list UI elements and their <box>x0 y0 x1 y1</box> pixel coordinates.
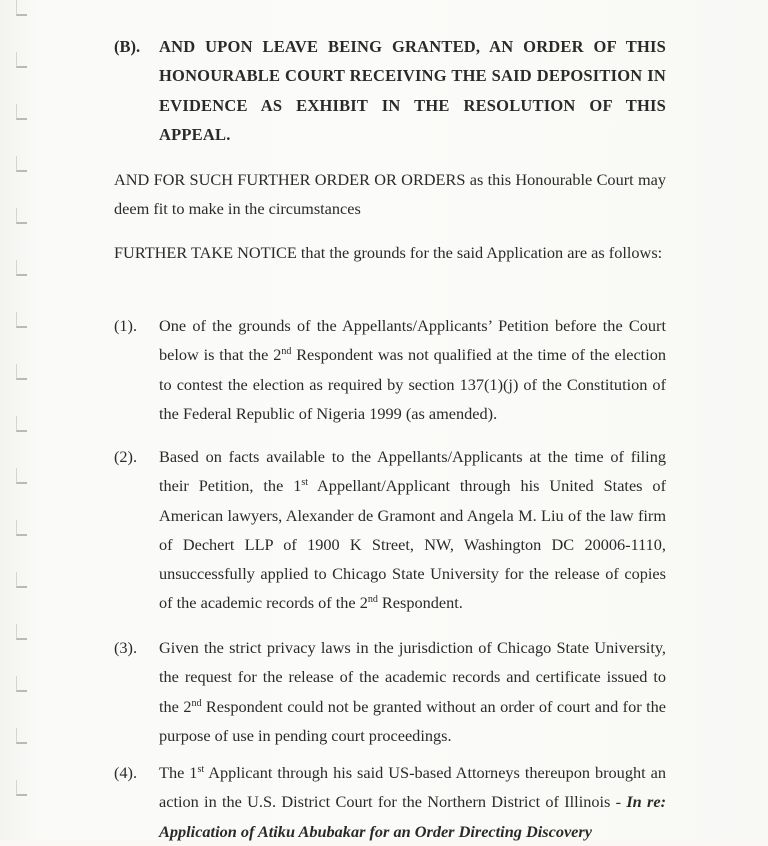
text-run: Given the strict privacy laws in the jurisdiction of Chicago State University, the request for the release of the academic records and certificate issued to the 2 <box>159 638 666 716</box>
binding-mark <box>16 52 27 68</box>
prayer-item-b <box>114 32 666 149</box>
case-title: In re: Application of Atiku Abubakar for an Order Directing Discovery <box>159 792 666 841</box>
text-run: Based on facts available to the Appellants/Applicants at the time of filing their Petition, the 1 <box>159 447 666 496</box>
binding-mark <box>16 780 27 796</box>
item-label: (1). <box>114 316 138 335</box>
ground-item-4 <box>114 758 666 846</box>
binding-mark <box>16 676 27 692</box>
item-text: AND UPON LEAVE BEING GRANTED, AN ORDER OF THIS HONOURABLE COURT RECEIVING THE SAID DEPOSITION IN EVIDENCE AS EXHIBIT IN THE RESOLUTION OF THIS APPEAL. <box>159 37 666 144</box>
ground-item-3 <box>114 633 666 750</box>
binding-mark <box>16 572 27 588</box>
ground-item-2 <box>114 442 666 618</box>
take-notice-paragraph: FURTHER TAKE NOTICE that the grounds for the said Application are as follows: <box>114 243 663 262</box>
binding-mark <box>16 104 27 120</box>
binding-marks <box>16 0 30 840</box>
item-label: (3). <box>114 638 138 657</box>
ordinal-suffix: st <box>301 477 309 489</box>
text-run: Appellant/Applicant through his United States of American lawyers, Alexander de Gramont and Angela M. Liu of the law firm of Dechert LLP of 1900 K Street, NW, Washington DC 20006-1110, unsuccessfully applied to Chicago State University for the release of copies of the academic records of the 2 <box>159 476 666 613</box>
ordinal-suffix: nd <box>367 594 378 606</box>
further-order-paragraph: AND FOR SUCH FURTHER ORDER OR ORDERS as this Honourable Court may deem fit to make in the circumstances <box>114 170 666 219</box>
text-run: Respondent could not be granted without an order of court and for the purpose of use in pending court proceedings. <box>159 696 666 745</box>
binding-mark <box>16 520 27 536</box>
ordinal-suffix: nd <box>191 697 202 709</box>
item-text <box>159 758 666 846</box>
text-run: Applicant through his said US-based Attorneys thereupon brought an action in the U.S. District Court for the Northern District of Illinois - <box>159 763 666 812</box>
text-run: The 1 <box>159 763 198 782</box>
item-text <box>159 633 666 750</box>
ground-item-1 <box>114 311 666 428</box>
item-label: (B). <box>114 37 141 56</box>
ordinal-suffix: nd <box>281 346 292 358</box>
binding-mark <box>16 156 27 172</box>
item-text <box>159 442 666 618</box>
binding-mark <box>16 416 27 432</box>
item-label: (2). <box>114 447 138 466</box>
binding-mark <box>16 728 27 744</box>
binding-mark <box>16 468 27 484</box>
text-run: Respondent. <box>377 593 463 613</box>
item-text <box>159 311 666 428</box>
binding-mark <box>16 0 27 16</box>
binding-mark <box>16 624 27 640</box>
item-label: (4). <box>114 763 138 782</box>
binding-mark <box>16 260 27 276</box>
binding-mark <box>16 312 27 328</box>
text-run: Respondent was not qualified at the time of the election to contest the election as required by section 137(1)(j) of the Constitution of the Federal Republic of Nigeria 1999 (as amended). <box>159 345 666 423</box>
binding-mark <box>16 364 27 380</box>
binding-mark <box>16 208 27 224</box>
text-run: One of the grounds of the Appellants/Applicants’ Petition before the Court below is that the 2 <box>159 316 666 365</box>
ordinal-suffix: st <box>197 764 205 775</box>
